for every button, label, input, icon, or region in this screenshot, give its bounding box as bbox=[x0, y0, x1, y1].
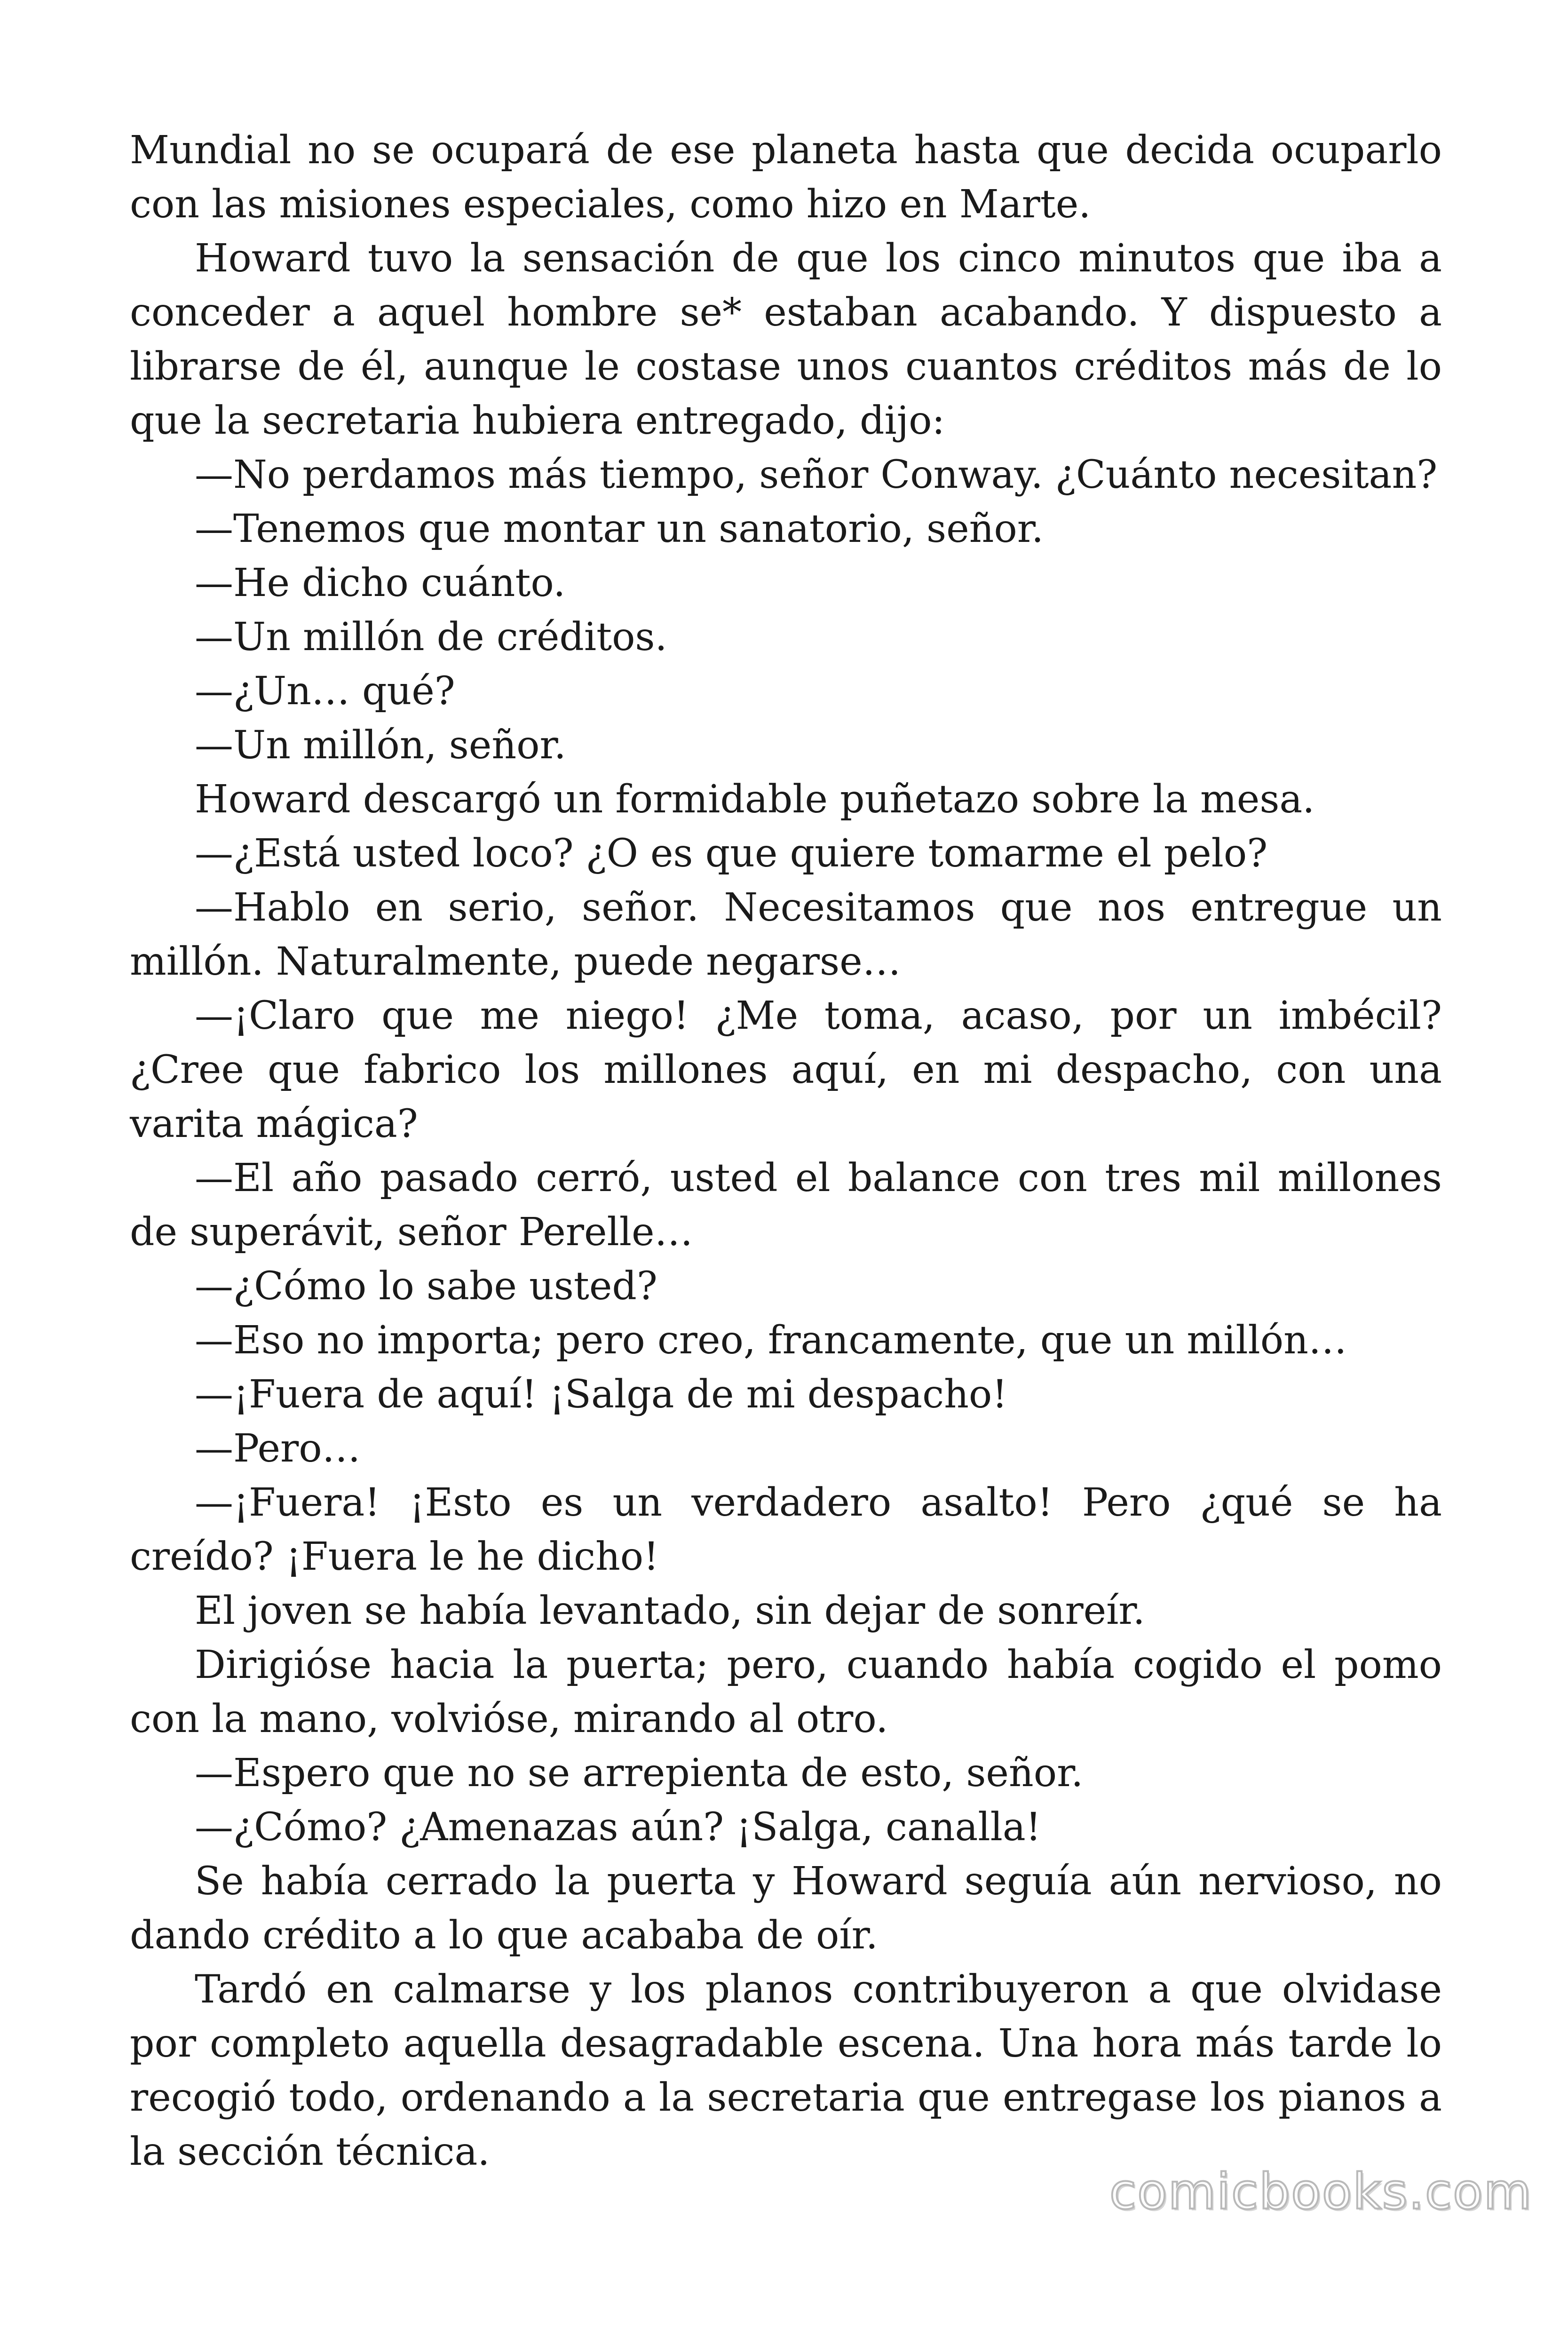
paragraph: —Espero que no se arrepienta de esto, señor. bbox=[195, 1751, 1084, 1796]
paragraph: —He dicho cuánto. bbox=[195, 561, 566, 605]
paragraph: —¿Cómo? ¿Amenazas aún? ¡Salga, canalla! bbox=[195, 1805, 1041, 1850]
paragraph: —Pero… bbox=[195, 1426, 361, 1471]
paragraph: —No perdamos más tiempo, señor Conway. ¿Cuánto necesitan? bbox=[195, 453, 1438, 497]
paragraph: —El año pasado cerró, usted el balance con tres mil millones de superávit, señor Perelle… bbox=[130, 1156, 1442, 1255]
watermark: comicbooks.com bbox=[1109, 2163, 1532, 2220]
paragraph: —¿Un… qué? bbox=[195, 669, 455, 714]
paragraph: Howard descargó un formidable puñetazo sobre la mesa. bbox=[195, 777, 1315, 822]
paragraph: —Tenemos que montar un sanatorio, señor. bbox=[195, 507, 1044, 551]
paragraph: —Un millón de créditos. bbox=[195, 615, 667, 660]
paragraph: —¡Claro que me niego! ¿Me toma, acaso, por un imbécil? ¿Cree que fabrico los millones aquí, en mi despacho, con una varita mágica? bbox=[130, 993, 1442, 1146]
paragraph: —Hablo en serio, señor. Necesitamos que nos entregue un millón. Naturalmente, puede negarse… bbox=[130, 885, 1442, 984]
paragraph: —Eso no importa; pero creo, francamente, que un millón… bbox=[195, 1318, 1347, 1363]
paragraph: —Un millón, señor. bbox=[195, 723, 566, 768]
paragraph: —¿Cómo lo sabe usted? bbox=[195, 1264, 657, 1309]
paragraph: Dirigióse hacia la puerta; pero, cuando había cogido el pomo con la mano, volvióse, mirando al otro. bbox=[130, 1643, 1442, 1741]
paragraph: Howard tuvo la sensación de que los cinco minutos que iba a conceder a aquel hombre se* estaban acabando. Y dispuesto a librarse de él, aunque le costase unos cuantos créditos más de lo que la secretaria hubiera entregado, dijo: bbox=[130, 236, 1442, 443]
paragraph: —¿Está usted loco? ¿O es que quiere tomarme el pelo? bbox=[195, 831, 1268, 876]
paragraph: El joven se había levantado, sin dejar de sonreír. bbox=[195, 1589, 1145, 1633]
paragraph: Tardó en calmarse y los planos contribuyeron a que olvidase por completo aquella desagradable escena. Una hora más tarde lo recogió todo, ordenando a la secretaria que entregase los pianos a la sección técnica. bbox=[130, 1967, 1442, 2174]
paragraph: Mundial no se ocupará de ese planeta hasta que decida ocuparlo con las misiones especiales, como hizo en Marte. bbox=[130, 128, 1442, 227]
paragraph: —¡Fuera! ¡Esto es un verdadero asalto! Pero ¿qué se ha creído? ¡Fuera le he dicho! bbox=[130, 1480, 1442, 1579]
paragraph: Se había cerrado la puerta y Howard seguía aún nervioso, no dando crédito a lo que acababa de oír. bbox=[130, 1859, 1442, 1958]
paragraph: —¡Fuera de aquí! ¡Salga de mi despacho! bbox=[195, 1372, 1008, 1417]
body-text bbox=[130, 123, 1442, 2179]
